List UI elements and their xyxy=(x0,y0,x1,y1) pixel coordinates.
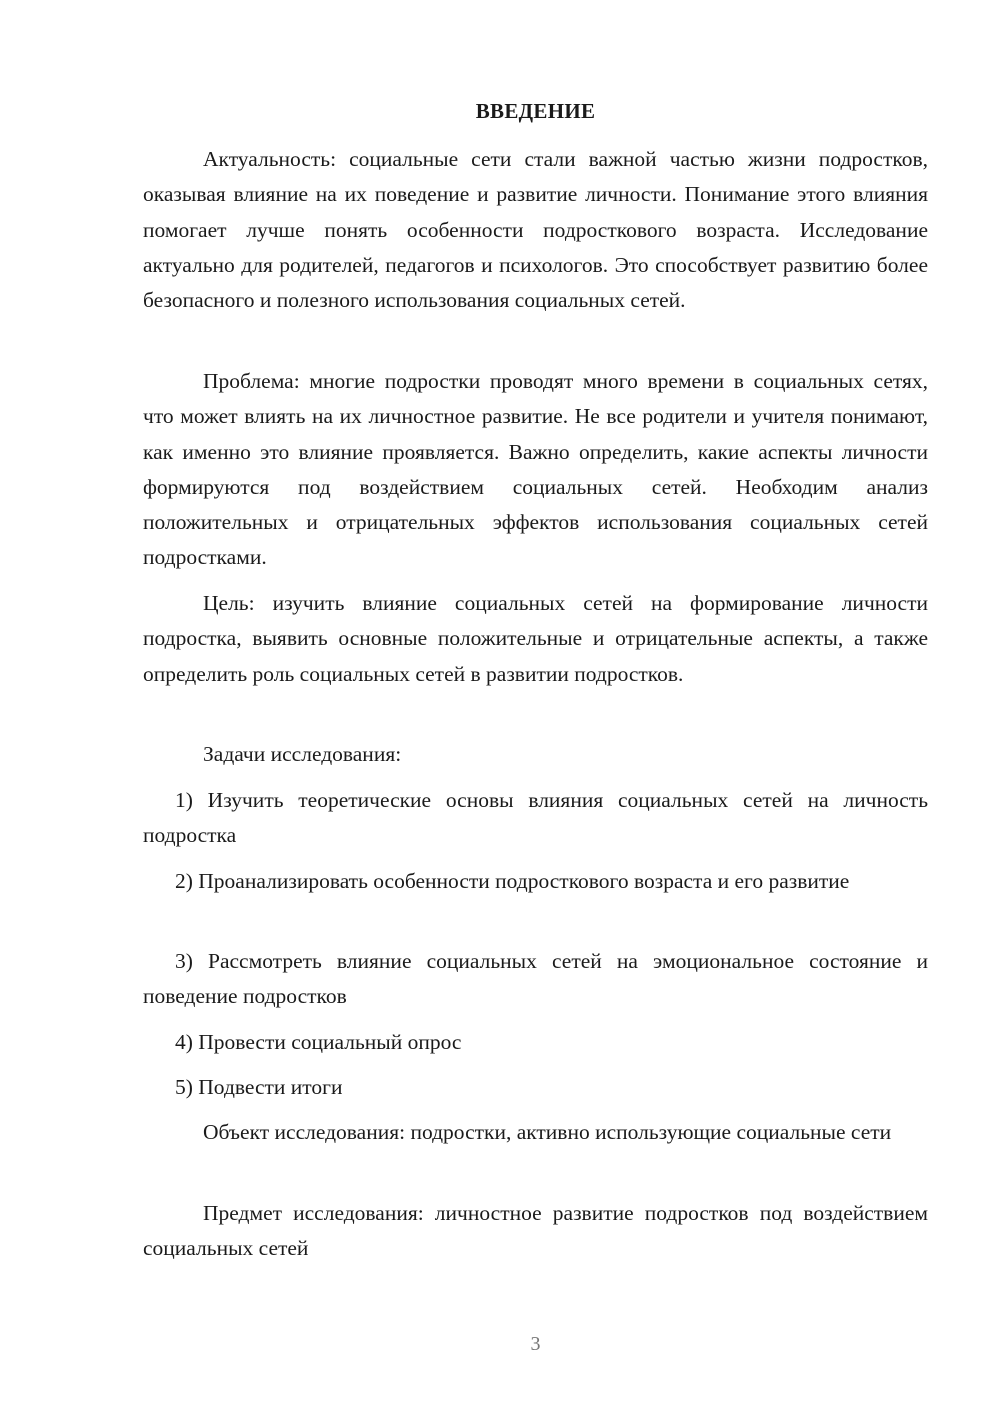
relevance-paragraph: Актуальность: социальные сети стали важной частью жизни подростков, оказывая влияние на их поведение и развитие личности. Понимание этого влияния помогает лучше понять особенности подросткового возраста. Исследование актуально для родителей, педагогов и психологов. Это способствует развитию более безопасного и полезного использования социальных сетей. xyxy=(143,147,928,313)
task-item-4: 4) Провести социальный опрос xyxy=(175,1030,462,1054)
problem-paragraph: Проблема: многие подростки проводят много времени в социальных сетях, что может влиять на их личностное развитие. Не все родители и учителя понимают, как именно это влияние проявляется. Важно определить, какие аспекты личности формируются под воздействием социальных сетей. Необходим анализ положительных и отрицательных эффектов использования социальных сетей подростками. xyxy=(143,369,928,570)
section-heading: ВВЕДЕНИЕ xyxy=(475,99,596,123)
task-item-3: 3) Рассмотреть влияние социальных сетей на эмоциональное состояние и поведение подростков xyxy=(143,949,928,1009)
subject-paragraph: Предмет исследования: личностное развитие подростков под воздействием социальных сетей xyxy=(143,1201,928,1261)
task-item-1: 1) Изучить теоретические основы влияния социальных сетей на личность подростка xyxy=(143,788,928,848)
object-paragraph: Объект исследования: подростки, активно использующие социальные сети xyxy=(203,1120,892,1144)
tasks-title: Задачи исследования: xyxy=(203,742,402,766)
task-item-2: 2) Проанализировать особенности подросткового возраста и его развитие xyxy=(175,869,850,893)
page-number: 3 xyxy=(530,1333,541,1355)
goal-paragraph: Цель: изучить влияние социальных сетей на формирование личности подростка, выявить основные положительные и отрицательные аспекты, а также определить роль социальных сетей в развитии подростков. xyxy=(143,591,928,686)
task-item-5: 5) Подвести итоги xyxy=(175,1075,343,1099)
